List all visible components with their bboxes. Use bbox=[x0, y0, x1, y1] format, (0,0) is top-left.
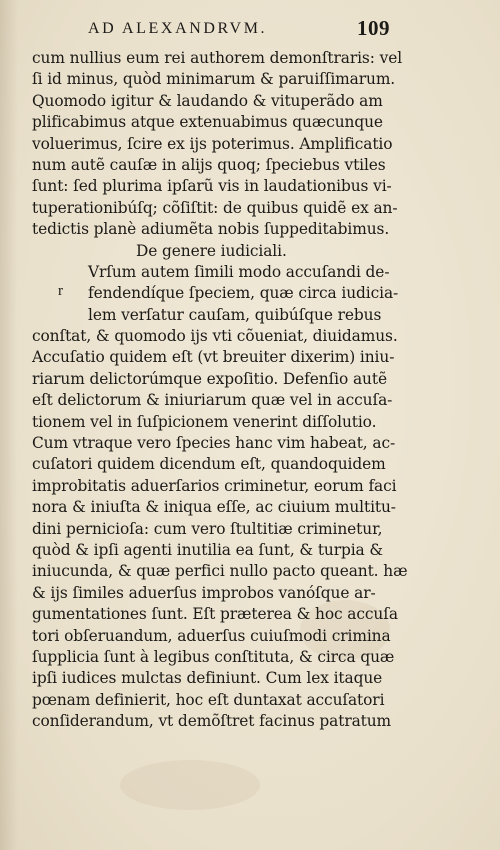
section-heading: De genere iudiciali. bbox=[136, 241, 287, 260]
text-line: tedictis planè adiumẽta nobis ſuppeditabimus. bbox=[32, 220, 390, 239]
text-line: fendendíque ſpeciem, quæ circa iudicia- bbox=[88, 284, 399, 303]
text-line: gumentationes ſunt. Eſt præterea & hoc accuſa bbox=[32, 605, 398, 624]
text-line: num autẽ cauſæ in alijs quoq; ſpeciebus vtiles bbox=[32, 155, 386, 174]
text-line: eſt delictorum & iniuriarum quæ vel in accuſa- bbox=[32, 391, 393, 410]
text-line: pœnam definierit, hoc eſt duntaxat accuſatori bbox=[32, 690, 385, 709]
text-line: conſiderandum, vt demõſtret facinus patratum bbox=[32, 712, 392, 731]
page-number: 109 bbox=[357, 16, 390, 40]
text-line: Vrſum autem ſimili modo accuſandi de- bbox=[88, 262, 390, 281]
page-header bbox=[32, 18, 390, 42]
text-line: tionem vel in ſuſpicionem venerint diſſolutio. bbox=[32, 412, 377, 431]
gutter-shadow bbox=[0, 0, 18, 850]
text-line: cuſatori quidem dicendum eſt, quandoquidem bbox=[32, 455, 386, 474]
text-line: lem verſatur cauſam, quibúſque rebus bbox=[88, 305, 382, 324]
text-line: dini pernicioſa: cum vero ſtultitiæ criminetur, bbox=[32, 519, 383, 538]
text-line: nora & iniuſta & iniqua eſſe, ac ciuium multitu- bbox=[32, 498, 396, 517]
running-head: AD ALEXANDRVM. bbox=[88, 20, 268, 37]
text-line: tori obſeruandum, aduerſus cuiuſmodi crimina bbox=[32, 626, 391, 645]
text-line: ſi id minus, quòd minimarum & paruiſſimarum. bbox=[32, 70, 396, 89]
paper-stain bbox=[120, 760, 260, 810]
text-line: & ijs ſimiles aduerſus improbos vanóſque ar- bbox=[32, 583, 376, 602]
text-line: riarum delictorúmque expoſitio. Defenſio autẽ bbox=[32, 369, 387, 388]
marginal-note: r bbox=[58, 283, 63, 299]
text-line: quòd & ipſi agenti inutilia ea ſunt, & turpia & bbox=[32, 540, 384, 559]
text-line: voluerimus, ſcire ex ijs poterimus. Amplificatio bbox=[32, 134, 393, 153]
body-text bbox=[32, 48, 408, 733]
text-line: cum nullius eum rei authorem demonſtraris: vel bbox=[32, 49, 403, 67]
text-line: ſupplicia ſunt à legibus conſtituta, & circa quæ bbox=[32, 647, 395, 666]
text-line: Accuſatio quidem eſt (vt breuiter dixerim) iniu- bbox=[32, 348, 395, 367]
text-line: Cum vtraque vero ſpecies hanc vim habeat, ac- bbox=[32, 434, 396, 453]
text-line: improbitatis aduerſarios criminetur, eorum faci bbox=[32, 476, 397, 495]
text-line: conſtat, & quomodo ijs vti cõueniat, diuidamus. bbox=[32, 327, 398, 346]
text-line: ipſi iudices mulctas definiunt. Cum lex itaque bbox=[32, 669, 383, 688]
text-line: ſunt: ſed plurima ipſarũ vis in laudationibus vi- bbox=[32, 177, 392, 196]
text-line: plificabimus atque extenuabimus quæcunque bbox=[32, 113, 383, 132]
text-line: tuperationibúſq; cõſiſtit: de quibus quidẽ ex an- bbox=[32, 198, 398, 217]
text-line: Quomodo igitur & laudando & vituperãdo am bbox=[32, 91, 383, 110]
text-line: iniucunda, & quæ perfici nullo pacto queant. hæ bbox=[32, 562, 408, 581]
